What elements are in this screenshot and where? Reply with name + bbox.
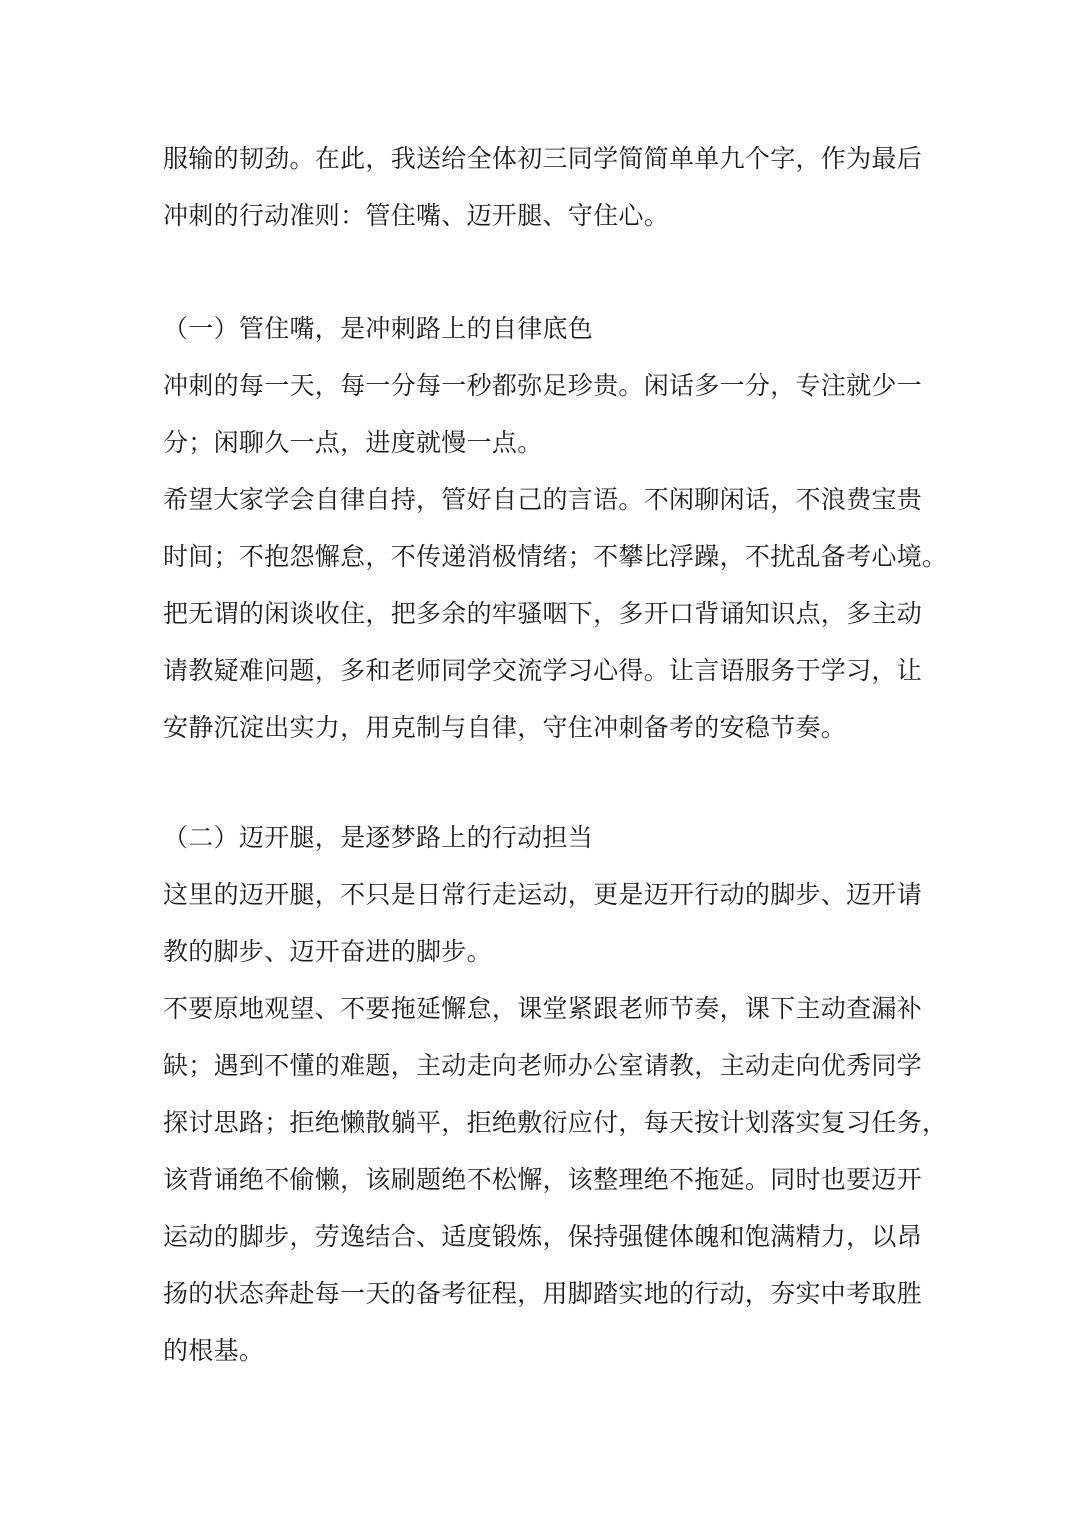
text-line: 这里的迈开腿，不只是日常行走运动，更是迈开行动的脚步、迈开请 bbox=[163, 880, 923, 909]
text-line: 把无谓的闲谈收住，把多余的牢骚咽下，多开口背诵知识点，多主动 bbox=[163, 599, 923, 628]
text-line: 扬的状态奔赴每一天的备考征程，用脚踏实地的行动，夯实中考取胜 bbox=[163, 1279, 923, 1308]
text-line: 冲刺的每一天，每一分每一秒都弥足珍贵。闲话多一分，专注就少一 bbox=[163, 371, 923, 400]
text-line: 希望大家学会自律自持，管好自己的言语。不闲聊闲话，不浪费宝贵 bbox=[163, 485, 923, 514]
section2-paragraph-2 bbox=[163, 980, 948, 1379]
text-line: 请教疑难问题，多和老师同学交流学习心得。让言语服务于学习，让 bbox=[163, 656, 923, 685]
text-line: 的根基。 bbox=[163, 1336, 265, 1365]
text-line: 教的脚步、迈开奋进的脚步。 bbox=[163, 937, 492, 966]
text-line: 服输的韧劲。在此，我送给全体初三同学简简单单九个字，作为最后 bbox=[163, 144, 923, 173]
section-heading-1 bbox=[163, 300, 923, 357]
text-line: 冲刺的行动准则：管住嘴、迈开腿、守住心。 bbox=[163, 201, 670, 230]
text-line: 该背诵绝不偷懒，该刷题绝不松懈，该整理绝不拖延。同时也要迈开 bbox=[163, 1165, 923, 1194]
section-heading-text: （一）管住嘴，是冲刺路上的自律底色 bbox=[163, 314, 594, 343]
section2-paragraph-1 bbox=[163, 866, 923, 980]
text-line: 时间；不抱怨懈怠，不传递消极情绪；不攀比浮躁，不扰乱备考心境。 bbox=[163, 542, 948, 571]
text-line: 探讨思路；拒绝懒散躺平，拒绝敷衍应付，每天按计划落实复习任务， bbox=[163, 1108, 948, 1137]
text-line: 运动的脚步，劳逸结合、适度锻炼，保持强健体魄和饱满精力，以昂 bbox=[163, 1222, 923, 1251]
section1-paragraph-2 bbox=[163, 471, 948, 756]
section-heading-text: （二）迈开腿，是逐梦路上的行动担当 bbox=[163, 823, 594, 852]
section-heading-2 bbox=[163, 809, 923, 866]
text-line: 分；闲聊久一点，进度就慢一点。 bbox=[163, 428, 543, 457]
intro-paragraph bbox=[163, 130, 923, 244]
text-line: 缺；遇到不懂的难题，主动走向老师办公室请教，主动走向优秀同学 bbox=[163, 1051, 923, 1080]
text-line: 安静沉淀出实力，用克制与自律，守住冲刺备考的安稳节奏。 bbox=[163, 713, 847, 742]
section1-paragraph-1 bbox=[163, 357, 923, 471]
text-line: 不要原地观望、不要拖延懈怠，课堂紧跟老师节奏，课下主动查漏补 bbox=[163, 994, 923, 1023]
